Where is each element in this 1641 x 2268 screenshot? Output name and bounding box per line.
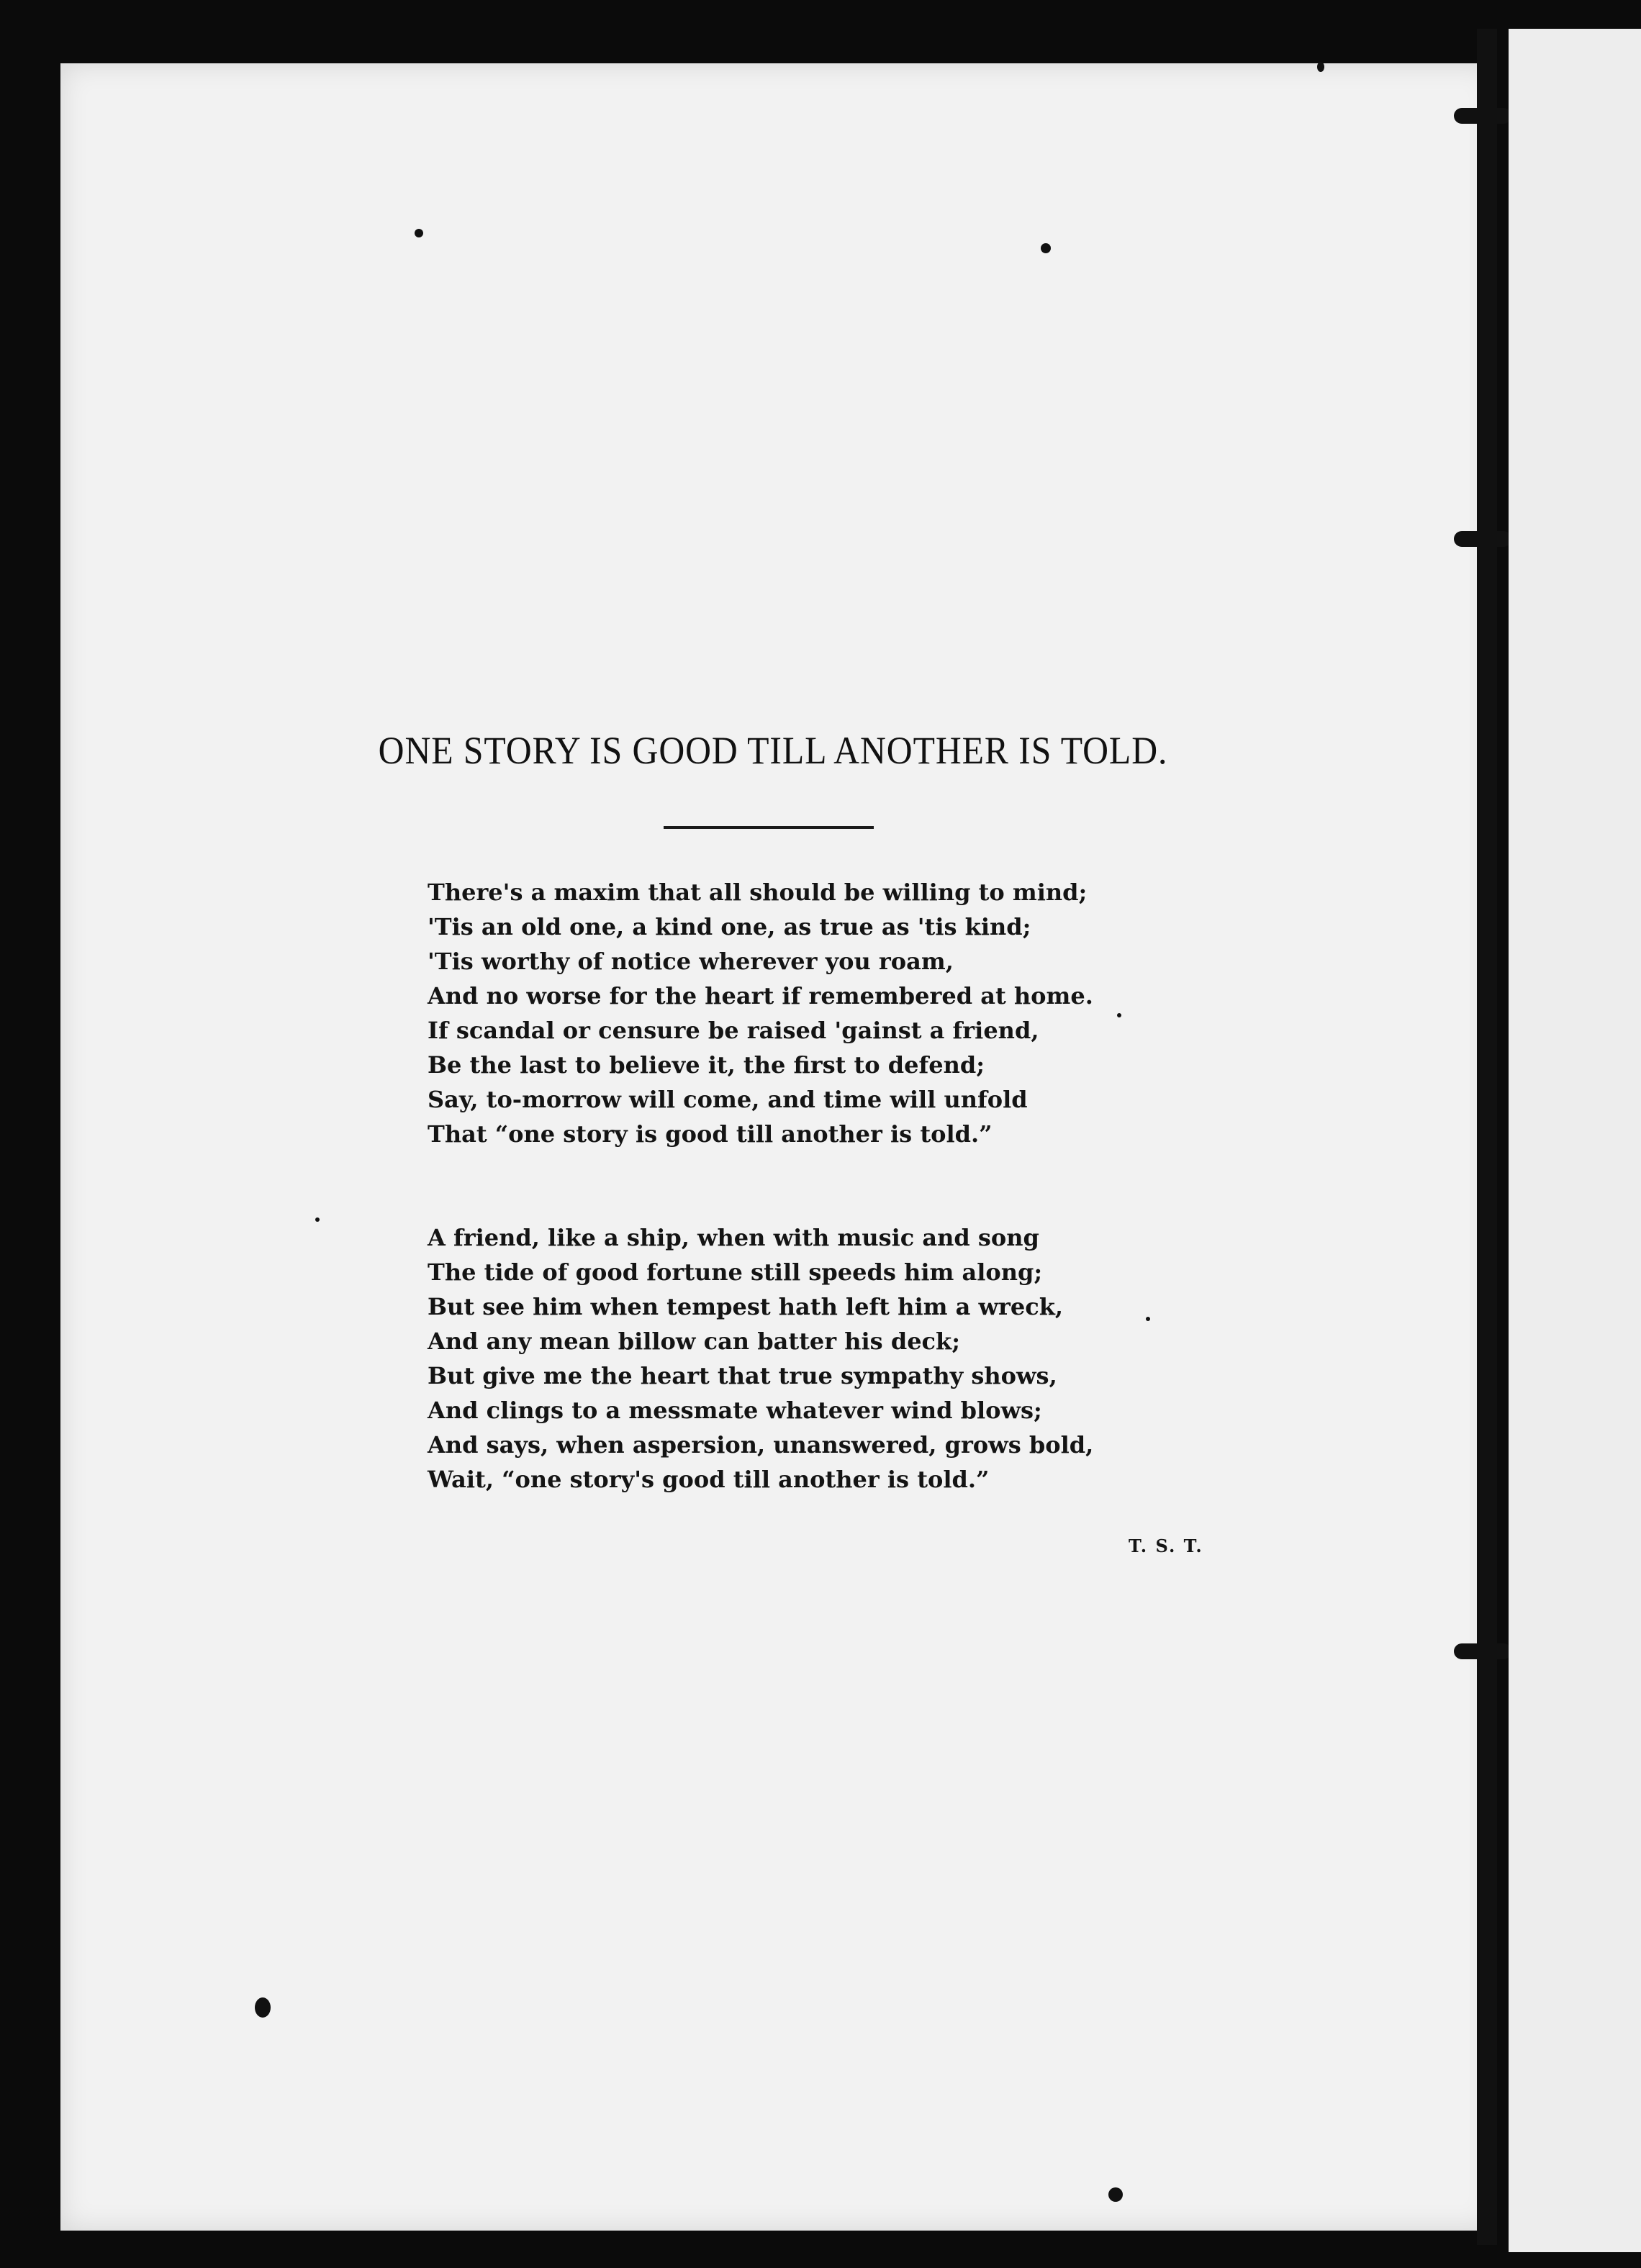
poem-line: But give me the heart that true sympathy shows, [428, 1362, 1057, 1389]
poem-line: 'Tis worthy of notice wherever you roam, [428, 948, 954, 975]
facing-page-edge [1509, 29, 1641, 2252]
binding-stitch [1454, 108, 1511, 124]
poem-line: 'Tis an old one, a kind one, as true as 'tis kind; [428, 913, 1031, 940]
ink-speck [1041, 243, 1051, 253]
poem-stanza [428, 1220, 1219, 1497]
poem-line: A friend, like a ship, when with music and song [428, 1224, 1039, 1251]
binding-stitch [1454, 1643, 1511, 1659]
poem-stanza [428, 875, 1219, 1151]
binding-stitch [1454, 531, 1511, 547]
poem-title: ONE STORY IS GOOD TILL ANOTHER IS TOLD. [378, 729, 1168, 772]
binding-edge [1477, 29, 1497, 2245]
poem-line: That “one story is good till another is told.” [428, 1120, 993, 1148]
ink-speck [1108, 2187, 1123, 2202]
poem-line: There's a maxim that all should be willing to mind; [428, 879, 1088, 906]
poem-line: And any mean billow can batter his deck; [428, 1328, 961, 1355]
ink-speck [415, 229, 423, 237]
ink-speck [315, 1217, 320, 1222]
poem-line: If scandal or censure be raised 'gainst a friend, [428, 1017, 1039, 1044]
poem-line: Wait, “one story's good till another is told.” [428, 1466, 990, 1493]
poem-line: And clings to a messmate whatever wind blows; [428, 1397, 1042, 1424]
ink-speck [255, 1997, 271, 2018]
ink-speck [1317, 62, 1324, 72]
poem-line: And says, when aspersion, unanswered, grows bold, [428, 1431, 1094, 1459]
poem-line: Say, to-morrow will come, and time will unfold [428, 1086, 1028, 1113]
title-rule [664, 826, 874, 829]
poem-line: Be the last to believe it, the first to defend; [428, 1051, 985, 1079]
poem-line: The tide of good fortune still speeds him along; [428, 1258, 1043, 1286]
poem-line: And no worse for the heart if remembered at home. [428, 982, 1093, 1010]
poem-signature: T. S. T. [1129, 1536, 1203, 1556]
poem-line: But see him when tempest hath left him a wreck, [428, 1293, 1064, 1320]
